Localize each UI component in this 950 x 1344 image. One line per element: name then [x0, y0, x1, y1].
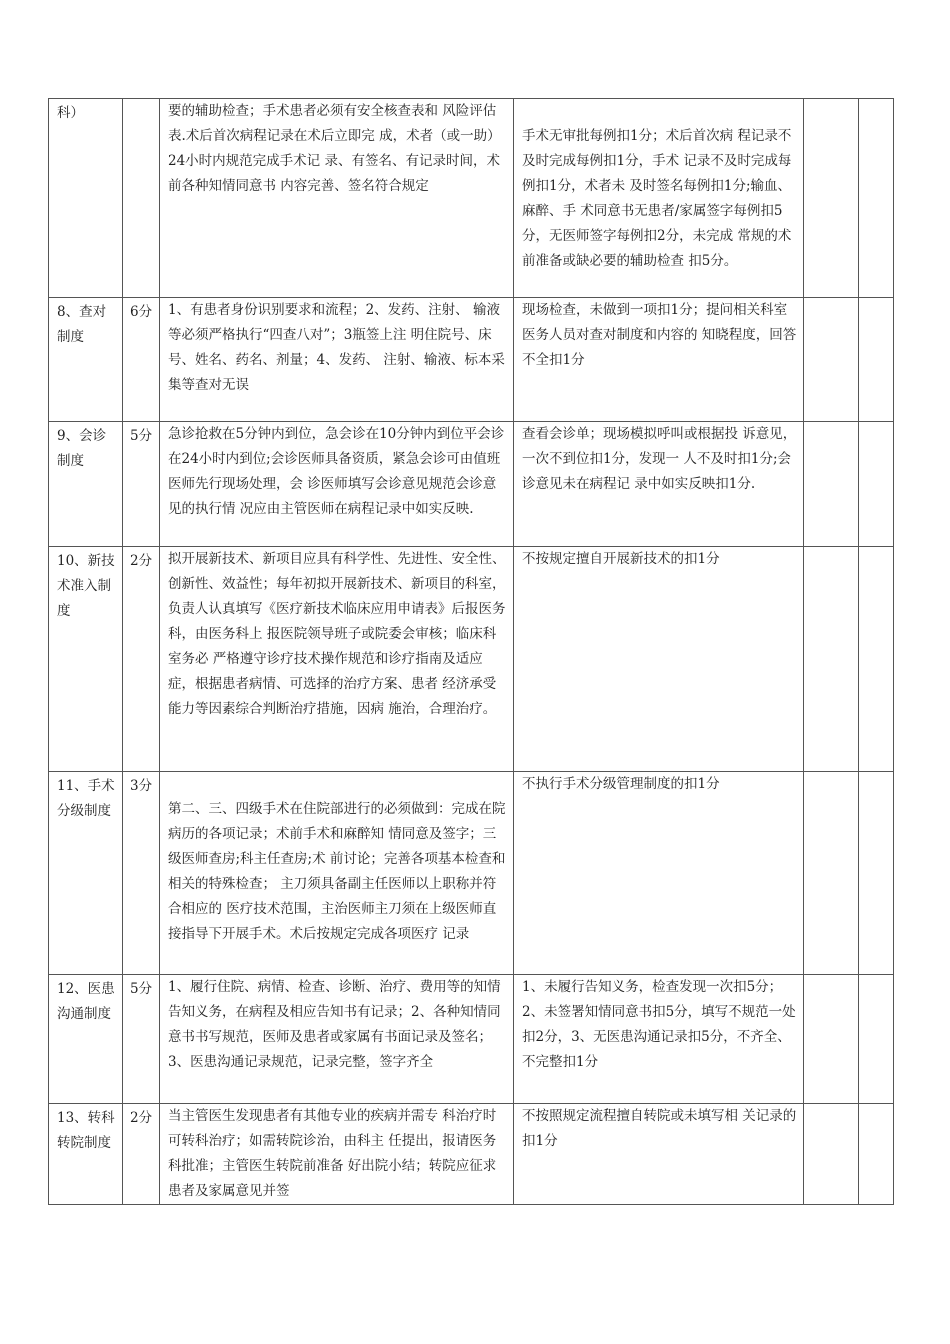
table-row	[49, 975, 894, 1104]
score-cell: 6分	[123, 298, 160, 422]
content-cell: 要的辅助检查；手术患者必须有安全核查表和 风险评估表.术后首次病程记录在术后立即完 成，术者（或一助）24小时内规范完成手术记 录、有签名、有记录时间，术前各种知情同意书 内容完善、签名符合规定	[160, 99, 514, 298]
rule-cell: 不执行手术分级管理制度的扣1分	[514, 772, 804, 975]
item-cell: 12、医患沟通制度	[49, 975, 123, 1104]
content-cell: 拟开展新技术、新项目应具有科学性、先进性、安全性、创新性、效益性；每年初拟开展新技术、新项目的科室，负责人认真填写《医疗新技术临床应用申请表》后报医务科，由医务科上 报医院领导班子或院委会审核；临床科室务必 严格遵守诊疗技术操作规范和诊疗指南及适应 症，根据患者病情、可选择的治疗方案、患者 经济承受能力等因素综合判断治疗措施，因病 施治，合理治疗。	[160, 547, 514, 772]
blank-cell	[859, 99, 894, 298]
blank-cell	[804, 99, 859, 298]
item-cell: 11、手术分级制度	[49, 772, 123, 975]
content-cell: 第二、三、四级手术在住院部进行的必须做到：完成在院病历的各项记录；术前手术和麻醉知 情同意及签字；三级医师查房;科主任查房;术 前讨论；完善各项基本检查和相关的特殊检查； 主刀须具备副主任医师以上职称并符合相应的 医疗技术范围，主治医师主刀须在上级医师直 接指导下开展手术。术后按规定完成各项医疗 记录	[160, 772, 514, 975]
score-cell: 5分	[123, 422, 160, 547]
table-row	[49, 422, 894, 547]
regulation-table	[48, 98, 894, 1205]
rule-cell: 查看会诊单；现场模拟呼叫或根据投 诉意见，一次不到位扣1分，发现一 人不及时扣1分;会诊意见未在病程记 录中如实反映扣1分.	[514, 422, 804, 547]
table-row	[49, 772, 894, 975]
table-row	[49, 298, 894, 422]
item-cell: 科）	[49, 99, 123, 298]
rule-cell: 1、未履行告知义务，检查发现一次扣5分；2、未签署知情同意书扣5分，填写不规范一处扣2分，3、无医患沟通记录扣5分，不齐全、不完整扣1分	[514, 975, 804, 1104]
item-cell: 8、查对制度	[49, 298, 123, 422]
content-cell: 1、有患者身份识别要求和流程；2、发药、注射、 输液等必须严格执行“四查八对”；3瓶签上注 明住院号、床号、姓名、药名、剂量；4、发药、 注射、输液、标本采集等查对无误	[160, 298, 514, 422]
table-row	[49, 99, 894, 298]
blank-cell	[859, 422, 894, 547]
score-cell: 5分	[123, 975, 160, 1104]
score-cell	[123, 99, 160, 298]
blank-cell	[859, 298, 894, 422]
blank-cell	[859, 547, 894, 772]
item-cell: 13、转科转院制度	[49, 1104, 123, 1205]
score-cell: 2分	[123, 1104, 160, 1205]
blank-cell	[859, 975, 894, 1104]
blank-cell	[804, 298, 859, 422]
item-cell: 9、会诊制度	[49, 422, 123, 547]
blank-cell	[804, 975, 859, 1104]
rule-cell: 手术无审批每例扣1分；术后首次病 程记录不及时完成每例扣1分，手术 记录不及时完成每例扣1分，术者未 及时签名每例扣1分;输血、麻醉、手 术同意书无患者/家属签字每例扣5 分，无医师签字每例扣2分，未完成 常规的术前准备或缺必要的辅助检查 扣5分。	[514, 99, 804, 298]
table-row	[49, 547, 894, 772]
blank-cell	[804, 422, 859, 547]
content-cell: 1、履行住院、病情、检查、诊断、治疗、费用等的知情告知义务，在病程及相应告知书有记录；2、各种知情同意书书写规范，医师及患者或家属有书面记录及签名；3、医患沟通记录规范，记录完整，签字齐全	[160, 975, 514, 1104]
score-cell: 3分	[123, 772, 160, 975]
rule-cell: 不按规定擅自开展新技术的扣1分	[514, 547, 804, 772]
content-cell: 当主管医生发现患者有其他专业的疾病并需专 科治疗时可转科治疗；如需转院诊治，由科主 任提出，报请医务科批准；主管医生转院前准备 好出院小结；转院应征求患者及家属意见并签	[160, 1104, 514, 1205]
score-cell: 2分	[123, 547, 160, 772]
blank-cell	[804, 772, 859, 975]
item-cell: 10、新技术准入制度	[49, 547, 123, 772]
content-cell: 急诊抢救在5分钟内到位，急会诊在10分钟内到位平会诊在24小时内到位;会诊医师具备资质，紧急会诊可由值班医师先行现场处理，会 诊医师填写会诊意见规范会诊意见的执行情 况应由主管医师在病程记录中如实反映.	[160, 422, 514, 547]
blank-cell	[859, 772, 894, 975]
table-row	[49, 1104, 894, 1205]
blank-cell	[804, 547, 859, 772]
blank-cell	[859, 1104, 894, 1205]
blank-cell	[804, 1104, 859, 1205]
rule-cell: 现场检查，未做到一项扣1分；提问相关科室医务人员对查对制度和内容的 知晓程度，回答不全扣1分	[514, 298, 804, 422]
rule-cell: 不按照规定流程擅自转院或未填写相 关记录的扣1分	[514, 1104, 804, 1205]
